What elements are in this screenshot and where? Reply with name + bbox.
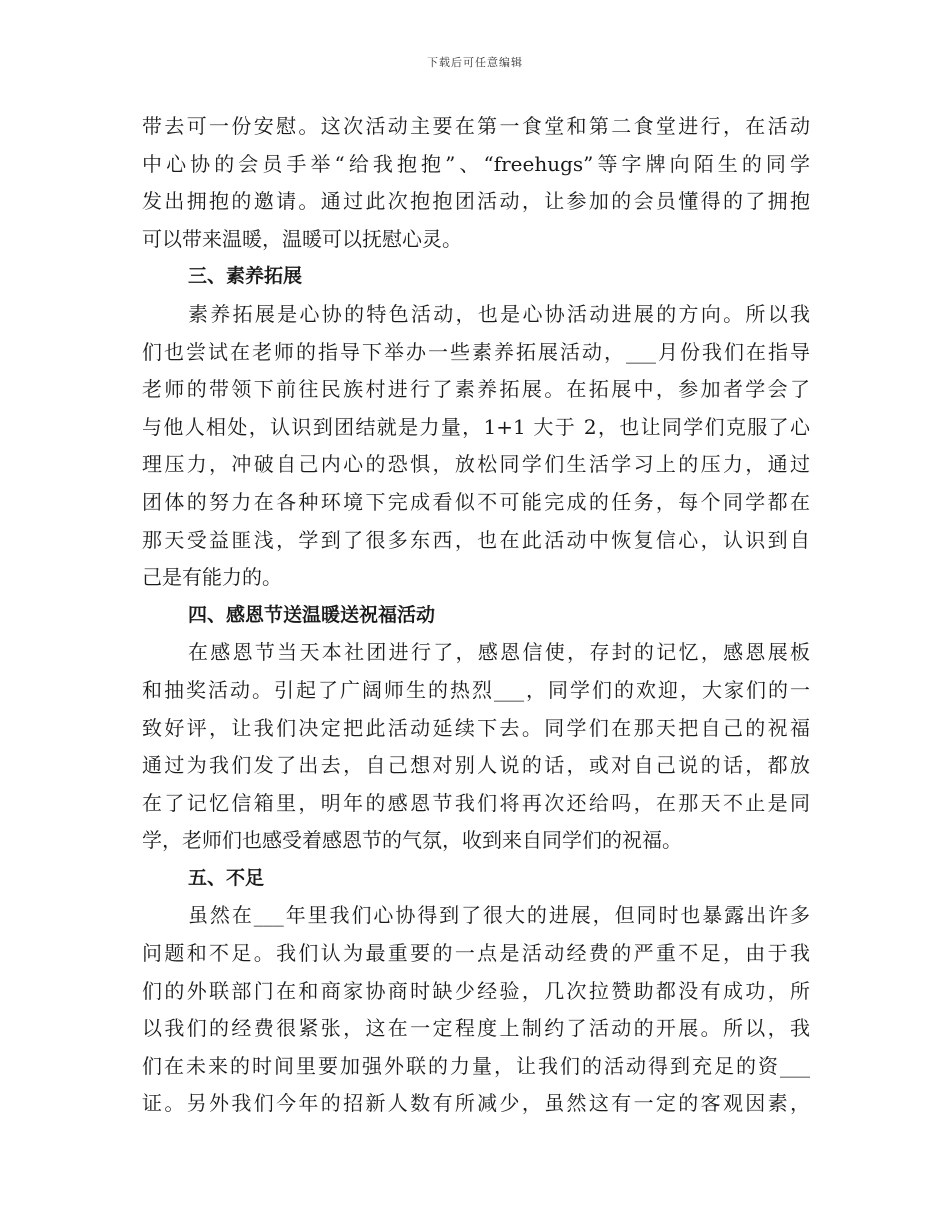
text-line: 致好评，让我们决定把此活动延续下去。同学们在那天把自己的祝福 (142, 715, 810, 740)
text-line: 带去可一份安慰。这次活动主要在第一食堂和第二食堂进行，在活动 (142, 114, 810, 138)
text-line: 发出拥抱的邀请。通过此次抱抱团活动，让参加的会员懂得的了拥抱 (142, 189, 810, 214)
section-heading: 五、不足 (188, 866, 265, 889)
text-line: 们在未来的时间里要加强外联的力量，让我们的活动得到充足的资___ (142, 1053, 810, 1078)
text-line: 可以带来温暖，温暖可以抚慰心灵。 (142, 226, 462, 251)
text-line: 学，老师们也感受着感恩节的气氛，收到来自同学们的祝福。 (142, 828, 682, 853)
text-line: 们的外联部门在和商家协商时缺少经验，几次拉赞助都没有成功，所 (142, 978, 810, 1003)
text-line: 们也尝试在老师的指导下举办一些素养拓展活动，___月份我们在指导 (142, 339, 810, 364)
text-line: 理压力，冲破自己内心的恐惧，放松同学们生活学习上的压力，通过 (142, 452, 810, 477)
text-line: 在了记忆信箱里，明年的感恩节我们将再次还给吗，在那天不止是同 (142, 790, 810, 815)
text-line: 问题和不足。我们认为最重要的一点是活动经费的严重不足，由于我 (142, 941, 810, 966)
text-line: 通过为我们发了出去，自己想对别人说的话，或对自己说的话，都放 (142, 753, 810, 778)
text-line: 己是有能力的。 (142, 565, 282, 590)
text-line: 与他人相处，认识到团结就是力量，1+1 大于 2，也让同学们克服了心 (142, 414, 810, 439)
text-line: 在感恩节当天本社团进行了，感恩信使，存封的记忆，感恩展板 (188, 640, 810, 665)
text-line: 虽然在___年里我们心协得到了很大的进展，但同时也暴露出许多 (188, 903, 810, 928)
section-heading: 三、素养拓展 (188, 265, 303, 288)
document-body (142, 108, 810, 1123)
text-line: 素养拓展是心协的特色活动，也是心协活动进展的方向。所以我 (188, 301, 810, 326)
header-note: 下载后可任意编辑 (427, 56, 523, 69)
text-line: 以我们的经费很紧张，这在一定程度上制约了活动的开展。所以，我 (142, 1016, 810, 1041)
text-line: 证。另外我们今年的招新人数有所减少，虽然这有一定的客观因素， (142, 1091, 810, 1116)
text-line: 老师的带领下前往民族村进行了素养拓展。在拓展中，参加者学会了 (142, 377, 810, 402)
text-line: 中心协的会员手举“给我抱抱”、“freehugs”等字牌向陌生的同学 (142, 151, 810, 176)
text-line: 和抽奖活动。引起了广阔师生的热烈___，同学们的欢迎，大家们的一 (142, 677, 810, 702)
text-line: 那天受益匪浅，学到了很多东西，也在此活动中恢复信心，认识到自 (142, 527, 810, 552)
text-line: 团体的努力在各种环境下完成看似不可能完成的任务，每个同学都在 (142, 489, 810, 514)
section-heading: 四、感恩节送温暖送祝福活动 (188, 603, 436, 626)
